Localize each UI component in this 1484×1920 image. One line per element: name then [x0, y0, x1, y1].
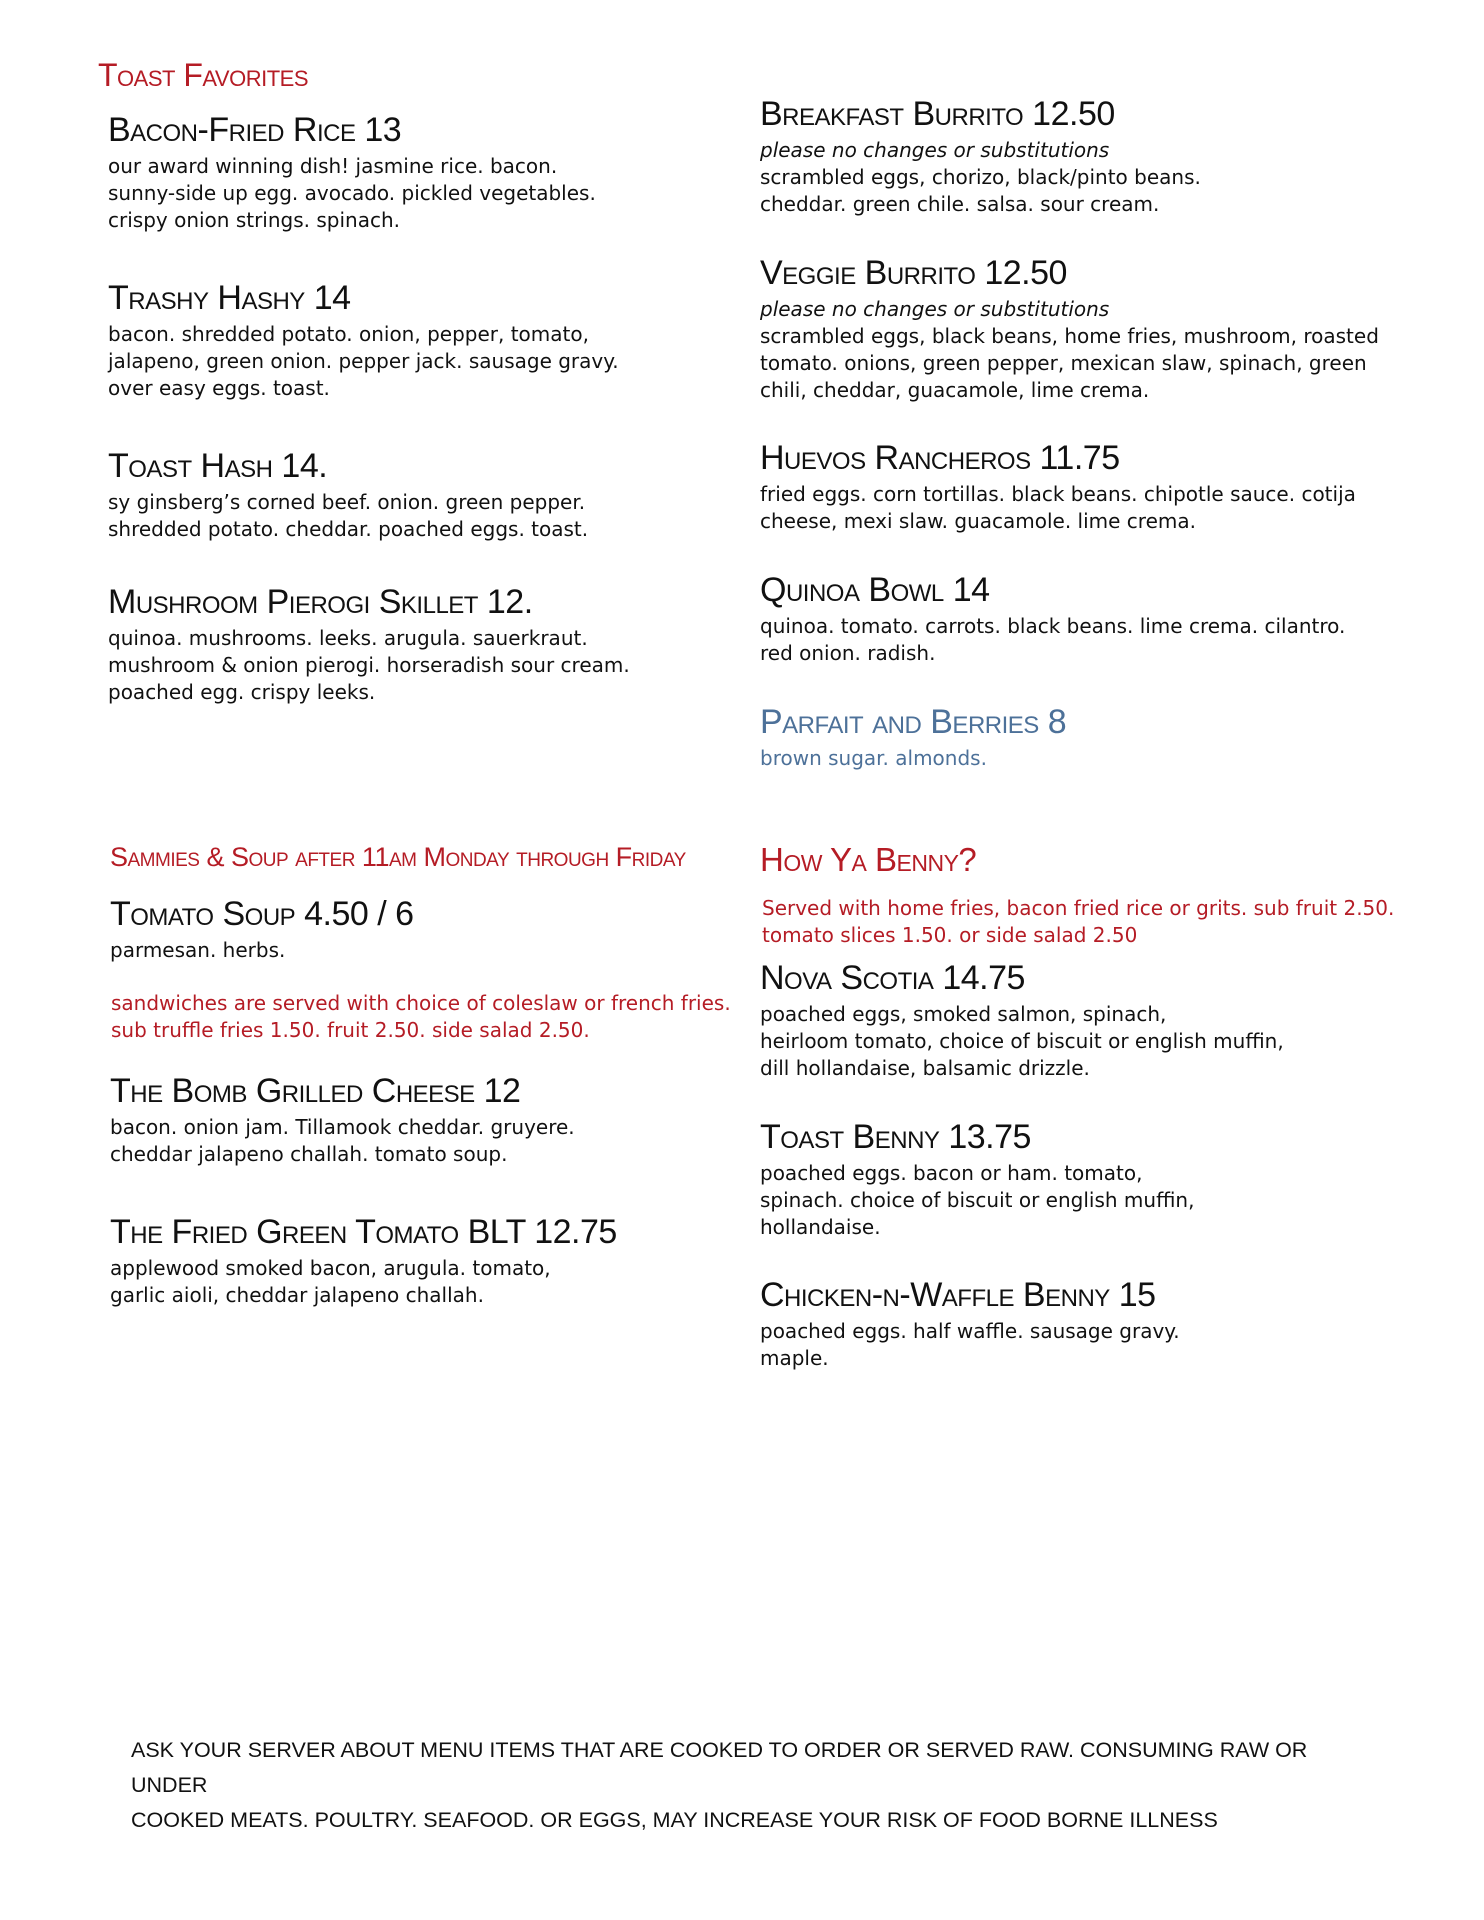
benny-sides-note: Served with home fries, bacon fried rice or grits. sub fruit 2.50. tomato slices 1.50. or side salad 2.50: [762, 896, 1395, 947]
item-title: Toast Hash 14.: [108, 447, 328, 485]
menu-item-fried-green-tomato-blt: [110, 1214, 617, 1309]
item-description: bacon. onion jam. Tillamook cheddar. gruyere. cheddar jalapeno challah. tomato soup.: [110, 1115, 575, 1167]
menu-item-huevos-rancheros: [760, 440, 1356, 535]
item-description: brown sugar. almonds.: [760, 746, 987, 771]
section-heading-how-ya-benny: How Ya Benny?: [760, 841, 977, 878]
item-description: applewood smoked bacon, arugula. tomato, garlic aioli, cheddar jalapeno challah.: [110, 1256, 551, 1308]
item-note: please no changes or substitutions: [760, 138, 1110, 163]
sandwich-sides-note: sandwiches are served with choice of coleslaw or french fries. sub truffle fries 1.50. fruit 2.50. side salad 2.50.: [111, 991, 731, 1042]
item-description: quinoa. tomato. carrots. black beans. lime crema. cilantro. red onion. radish.: [760, 614, 1346, 666]
item-description: poached eggs, smoked salmon, spinach, heirloom tomato, choice of biscuit or english muffin, dill hollandaise, balsamic drizzle.: [760, 1002, 1284, 1081]
item-title: Quinoa Bowl 14: [760, 571, 990, 609]
item-description: poached eggs. bacon or ham. tomato, spinach. choice of biscuit or english muffin, hollandaise.: [760, 1161, 1195, 1240]
item-description: sy ginsberg’s corned beef. onion. green pepper. shredded potato. cheddar. poached eggs. toast.: [108, 490, 589, 542]
item-description: poached eggs. half waffle. sausage gravy. maple.: [760, 1319, 1180, 1371]
item-title: Toast Benny 13.75: [760, 1118, 1031, 1156]
item-description: our award winning dish! jasmine rice. bacon. sunny-side up egg. avocado. pickled vegetables. crispy onion strings. spinach.: [108, 154, 596, 233]
menu-item-veggie-burrito: [760, 255, 1379, 404]
menu-item-toast-benny: [760, 1119, 1194, 1241]
item-title: Breakfast Burrito 12.50: [760, 95, 1115, 133]
menu-item-nova-scotia: [760, 960, 1284, 1082]
menu-item-trashy-hashy: [108, 280, 619, 402]
item-description: quinoa. mushrooms. leeks. arugula. sauerkraut. mushroom & onion pierogi. horseradish sour cream. poached egg. crispy leeks.: [108, 626, 630, 705]
item-description: parmesan. herbs.: [110, 938, 286, 963]
food-safety-disclaimer: ASK YOUR SERVER ABOUT MENU ITEMS THAT ARE COOKED TO ORDER OR SERVED RAW. CONSUMING RAW OR UNDER COOKED MEATS. POULTRY. SEAFOOD. OR EGGS, MAY INCREASE YOUR RISK OF FOOD BORNE ILLNESS: [131, 1738, 1308, 1832]
item-title: Nova Scotia 14.75: [760, 959, 1025, 997]
menu-item-bacon-fried-rice: [108, 112, 596, 234]
menu-item-tomato-soup: [110, 896, 414, 964]
menu-item-mushroom-pierogi-skillet: [108, 584, 630, 706]
item-title: Huevos Rancheros 11.75: [760, 439, 1120, 477]
item-title: Bacon-Fried Rice 13: [108, 111, 402, 149]
menu-item-parfait-and-berries: [760, 704, 1066, 772]
menu-item-bomb-grilled-cheese: [110, 1073, 575, 1168]
item-title: Parfait and Berries 8: [760, 703, 1067, 741]
item-title: The Bomb Grilled Cheese 12: [110, 1072, 521, 1110]
item-title: Veggie Burrito 12.50: [760, 254, 1067, 292]
item-title: The Fried Green Tomato BLT 12.75: [110, 1213, 617, 1251]
menu-item-breakfast-burrito: [760, 96, 1201, 218]
item-title: Tomato Soup 4.50 / 6: [110, 895, 414, 933]
item-description: fried eggs. corn tortillas. black beans. chipotle sauce. cotija cheese, mexi slaw. guacamole. lime crema.: [760, 482, 1356, 534]
item-description: bacon. shredded potato. onion, pepper, tomato, jalapeno, green onion. pepper jack. sausage gravy. over easy eggs. toast.: [108, 322, 619, 401]
item-title: Trashy Hashy 14: [108, 279, 351, 317]
item-title: Chicken-n-Waffle Benny 15: [760, 1276, 1156, 1314]
menu-item-quinoa-bowl: [760, 572, 1345, 667]
menu-item-chicken-n-waffle-benny: [760, 1277, 1180, 1372]
item-description: scrambled eggs, black beans, home fries, mushroom, roasted tomato. onions, green pepper, mexican slaw, spinach, green chili, cheddar, guacamole, lime crema.: [760, 324, 1379, 403]
item-description: scrambled eggs, chorizo, black/pinto beans. cheddar. green chile. salsa. sour cream.: [760, 165, 1201, 217]
section-heading-toast-favorites: Toast Favorites: [98, 57, 308, 93]
item-title: Mushroom Pierogi Skillet 12.: [108, 583, 533, 621]
section-heading-sammies-soup: Sammies & Soup after 11am Monday through Friday: [110, 842, 686, 872]
menu-item-toast-hash: [108, 448, 588, 543]
item-note: please no changes or substitutions: [760, 297, 1110, 322]
